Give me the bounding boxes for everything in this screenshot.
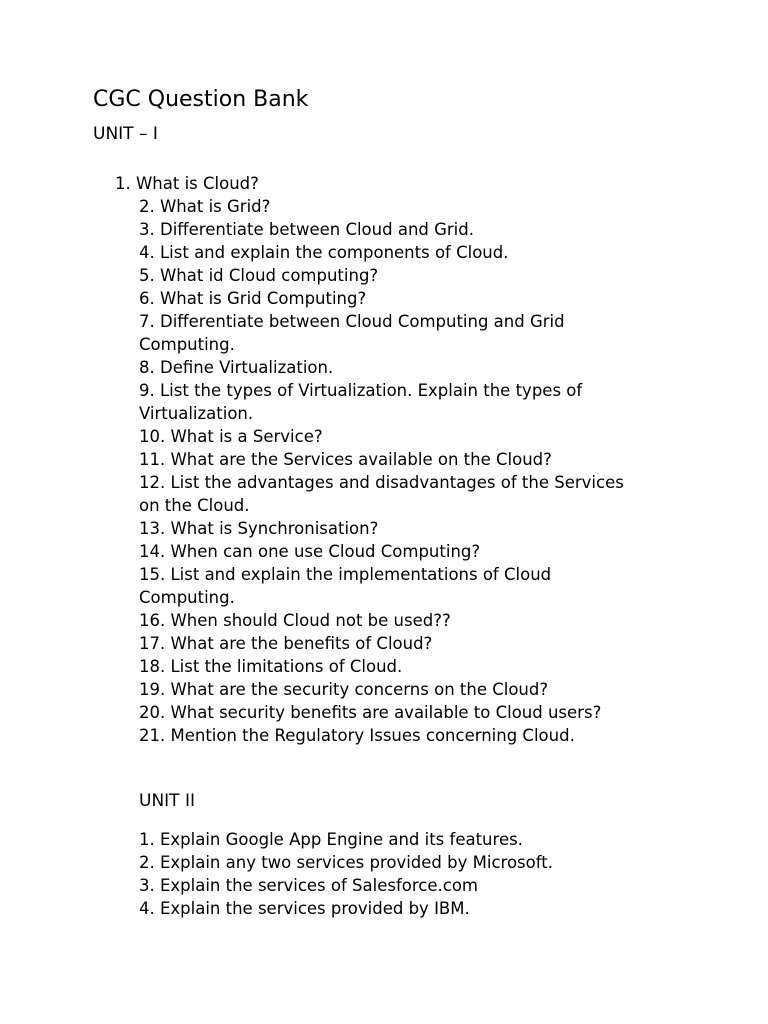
unit-1-question: 6. What is Grid Computing? [139, 289, 367, 308]
unit-2-question: 2. Explain any two services provided by Microsoft. [139, 853, 553, 872]
unit-1-question: 11. What are the Services available on the Cloud? [139, 450, 552, 469]
unit-1-question: 12. List the advantages and disadvantages of the Services on the Cloud. [139, 473, 624, 515]
unit-1-question: 17. What are the benefits of Cloud? [139, 634, 433, 653]
unit-2-heading: UNIT II [139, 791, 195, 811]
unit-1-question: 18. List the limitations of Cloud. [139, 657, 403, 676]
unit-2-question: 4. Explain the services provided by IBM. [139, 899, 470, 918]
unit-2-question: 3. Explain the services of Salesforce.com [139, 876, 478, 895]
unit-1-question-list [115, 172, 635, 747]
unit-1-question: 15. List and explain the implementations of Cloud Computing. [139, 565, 552, 607]
unit-1-question: 20. What security benefits are available to Cloud users? [139, 703, 602, 722]
unit-1-heading: UNIT – I [93, 124, 158, 144]
unit-1-question: 9. List the types of Virtualization. Explain the types of Virtualization. [139, 381, 583, 423]
unit-1-question: 1. What is Cloud? [115, 174, 259, 193]
unit-1-question: 5. What id Cloud computing? [139, 266, 379, 285]
unit-2-question-list [139, 828, 659, 920]
unit-1-question: 21. Mention the Regulatory Issues concerning Cloud. [139, 726, 575, 745]
unit-1-question: 14. When can one use Cloud Computing? [139, 542, 481, 561]
unit-1-question: 13. What is Synchronisation? [139, 519, 379, 538]
unit-1-question: 19. What are the security concerns on the Cloud? [139, 680, 549, 699]
unit-1-question: 10. What is a Service? [139, 427, 323, 446]
unit-1-question: 3. Differentiate between Cloud and Grid. [139, 220, 474, 239]
unit-1-question: 7. Differentiate between Cloud Computing and Grid Computing. [139, 312, 565, 354]
unit-1-question: 8. Define Virtualization. [139, 358, 334, 377]
document-title: CGC Question Bank [93, 87, 309, 112]
unit-2-question: 1. Explain Google App Engine and its features. [139, 830, 523, 849]
unit-1-question: 4. List and explain the components of Cloud. [139, 243, 509, 262]
unit-1-question: 16. When should Cloud not be used?? [139, 611, 451, 630]
unit-1-question: 2. What is Grid? [139, 197, 271, 216]
